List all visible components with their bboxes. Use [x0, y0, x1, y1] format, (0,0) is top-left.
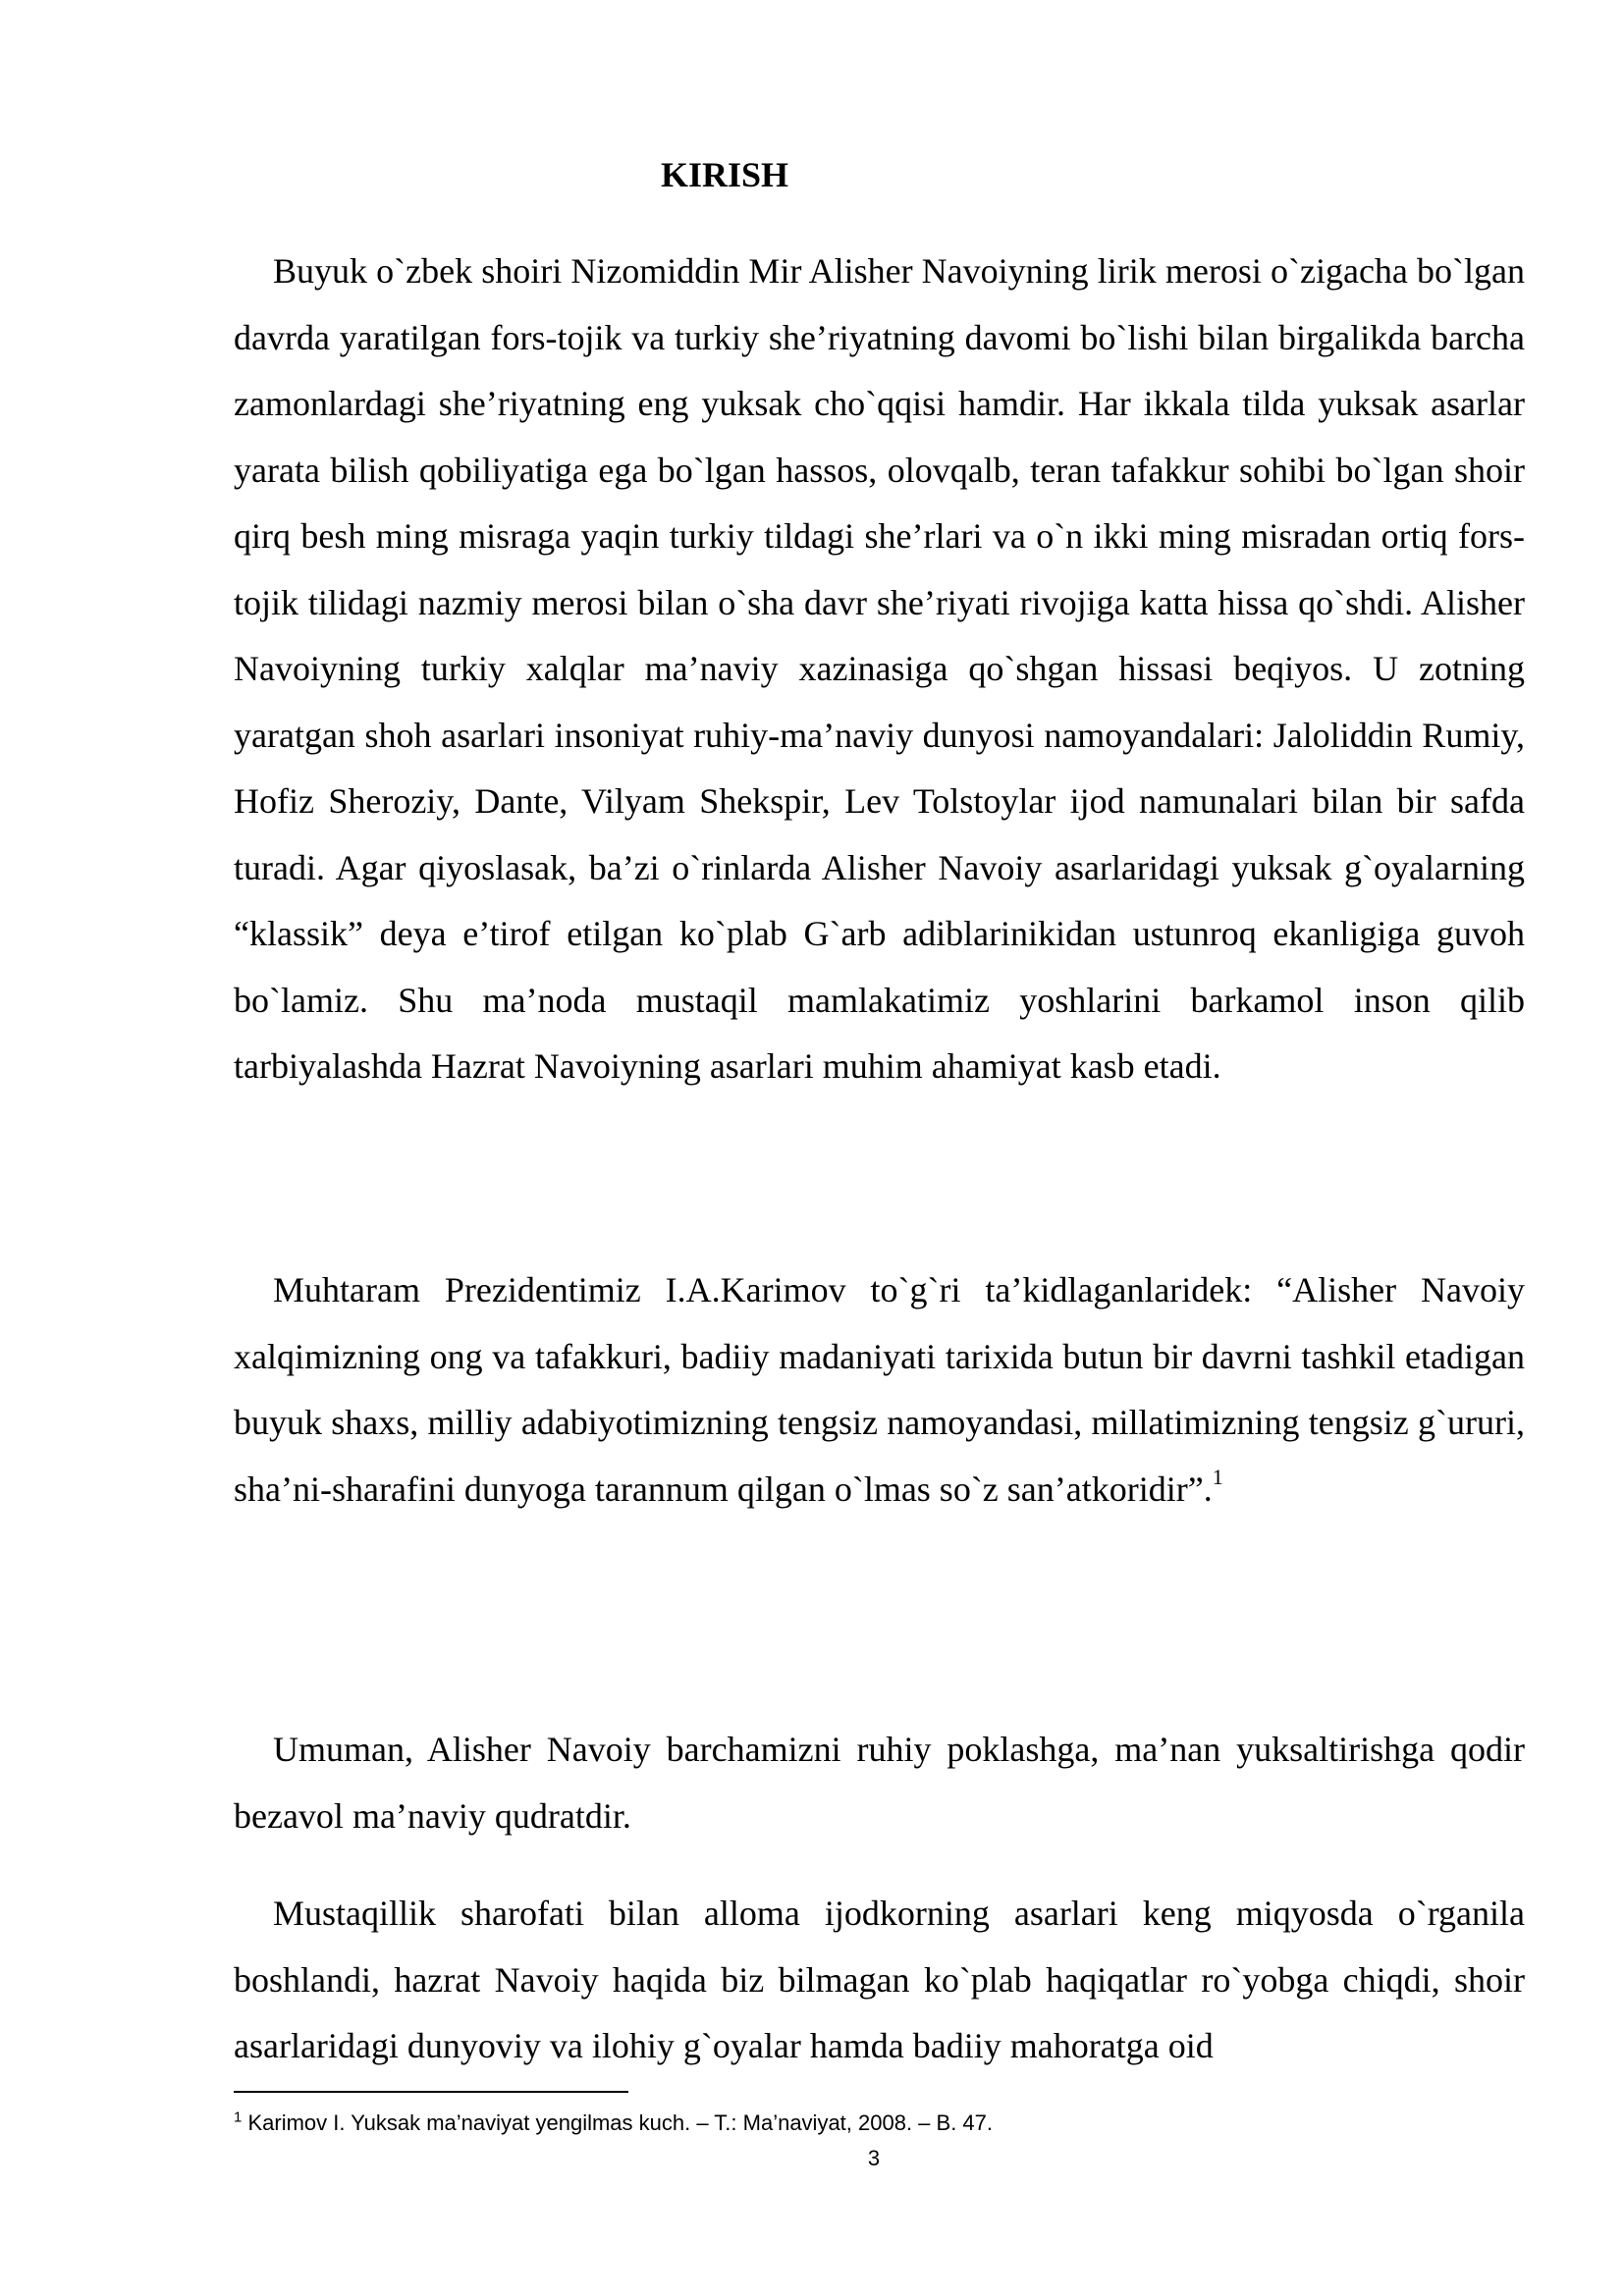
paragraph-intro: Buyuk o`zbek shoiri Nizomiddin Mir Alisher Navoiyning lirik merosi o`zigacha bo`lgan davrda yaratilgan fors-tojik va turkiy she’riyatning davomi bo`lishi bilan birgalikda barcha zamonlardagi she’riyatning eng yuksak cho`qqisi hamdir. Har ikkala tilda yuksak asarlar yarata bilish qobiliyatiga ega bo`lgan hassos, olovqalb, teran tafakkur sohibi bo`lgan shoir qirq besh ming misraga yaqin turkiy tildagi she’rlari va o`n ikki ming misradan ortiq fors-tojik tilidagi nazmiy merosi bilan o`sha davr she’riyati rivojiga katta hissa qo`shdi. Alisher Navoiyning turkiy xalqlar ma’naviy xazinasiga qo`shgan hissasi beqiyos. U zotning yaratgan shoh asarlari insoniyat ruhiy-ma’naviy dunyosi namoyandalari: Jaloliddin Rumiy, Hofiz Sheroziy, Dante, Vilyam Shekspir, Lev Tolstoylar ijod namunalari bilan bir safda turadi. Agar qiyoslasak, ba’zi o`rinlarda Alisher Navoiy asarlaridagi yuksak g`oyalarning “klassik” deya e’tirof etilgan ko`plab G`arb adiblarinikidan ustunroq ekanligiga guvoh bo`lamiz. Shu ma’noda mustaqil mamlakatimiz yoshlarini barkamol inson qilib tarbiyalashda Hazrat Navoiyning asarlari muhim ahamiyat kasb etadi. [234, 251, 1525, 1086]
paragraph-quote-text: Muhtaram Prezidentimiz I.A.Karimov to`g`ri ta’kidlaganlaridek: “Alisher Navoiy xalqimizning ong va tafakkuri, badiiy madaniyati tarixida butun bir davrni tashkil etadigan buyuk shaxs, milliy adabiyotimizning tengsiz namoyandasi, millatimizning tengsiz g`ururi, sha’ni-sharafini dunyoga tarannum qilgan o`lmas so`z san’atkoridir”. [234, 1270, 1525, 1509]
paragraph-quote [234, 1257, 1525, 1522]
footnote [234, 2109, 1525, 2138]
section-heading: KIRISH [660, 155, 789, 194]
footnote-text: Karimov I. Yuksak ma’naviyat yengilmas kuch. – T.: Ma’naviyat, 2008. – B. 47. [242, 2110, 994, 2135]
footnote-separator [234, 2091, 628, 2093]
footnote-reference[interactable]: 1 [1212, 1464, 1223, 1489]
footnote-mark: 1 [234, 2109, 243, 2126]
paragraph-independence: Mustaqillik sharofati bilan alloma ijodkorning asarlari keng miqyosda o`rganila boshlandi, hazrat Navoiy haqida biz bilmagan ko`plab haqiqatlar ro`yobga chiqdi, shoir asarlaridagi dunyoviy va ilohiy g`oyalar hamda badiiy mahoratga oid [234, 1894, 1525, 2065]
page-number: 3 [867, 2146, 881, 2170]
paragraph-summary: Umuman, Alisher Navoiy barchamizni ruhiy poklashga, ma’nan yuksaltirishga qodir bezavol ma’naviy qudratdir. [234, 1730, 1525, 1836]
